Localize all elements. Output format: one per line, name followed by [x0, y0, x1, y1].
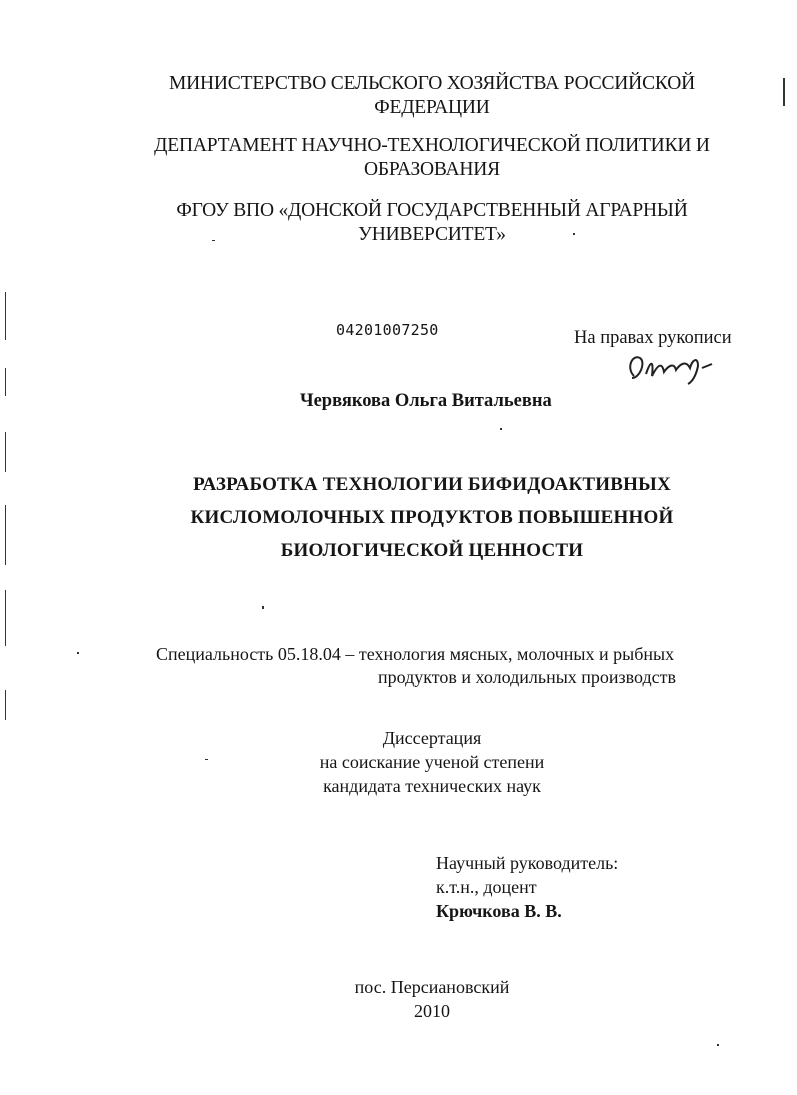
- supervisor-label: Научный руководитель:: [436, 853, 619, 873]
- university-line-2: УНИВЕРСИТЕТ»: [358, 224, 506, 245]
- scan-speck: [77, 652, 79, 654]
- title-line-1: РАЗРАБОТКА ТЕХНОЛОГИИ БИФИДОАКТИВНЫХ: [193, 474, 671, 495]
- supervisor-block: [436, 851, 618, 923]
- signature-scribble: [624, 348, 724, 388]
- ministry-line-2: ФЕДЕРАЦИИ: [374, 97, 490, 118]
- scan-edge-mark: [5, 368, 6, 396]
- scan-speck: [205, 759, 208, 760]
- scan-edge-mark: [5, 590, 6, 646]
- ministry-heading: [100, 72, 764, 120]
- department-line-2: ОБРАЗОВАНИЯ: [364, 159, 500, 180]
- specialty-line-2: продуктов и холодильных производств: [378, 667, 677, 687]
- dissertation-line-3: кандидата технических наук: [323, 776, 541, 796]
- scan-edge-mark: [783, 78, 785, 106]
- scan-edge-mark: [5, 292, 6, 340]
- scan-speck: [500, 428, 502, 430]
- scan-speck: [262, 606, 264, 609]
- dissertation-block: [282, 726, 582, 798]
- scan-edge-mark: [5, 690, 6, 720]
- scan-speck: [717, 1044, 719, 1046]
- rights-note: На правах рукописи: [574, 328, 732, 348]
- supervisor-degree: к.т.н., доцент: [436, 877, 537, 897]
- dissertation-line-2: на соискание ученой степени: [319, 752, 545, 772]
- dissertation-title: [100, 468, 764, 567]
- scan-speck: [212, 240, 215, 241]
- university-line-1: ФГОУ ВПО «ДОНСКОЙ ГОСУДАРСТВЕННЫЙ АГРАРНЫЙ: [176, 200, 688, 221]
- title-line-2: КИСЛОМОЛОЧНЫХ ПРОДУКТОВ ПОВЫШЕННОЙ: [190, 507, 674, 528]
- ministry-line-1: МИНИСТЕРСТВО СЕЛЬСКОГО ХОЗЯЙСТВА РОССИЙСКОЙ: [169, 73, 695, 94]
- author-signature: [624, 348, 724, 388]
- university-heading: [100, 199, 764, 247]
- title-line-3: БИОЛОГИЧЕСКОЙ ЦЕННОСТИ: [280, 540, 584, 561]
- place: пос. Персиановский: [354, 977, 510, 997]
- year: 2010: [414, 1001, 450, 1021]
- department-heading: [100, 134, 764, 182]
- scan-edge-mark: [5, 432, 6, 472]
- registration-code: 04201007250: [336, 321, 439, 339]
- scan-speck: [573, 233, 575, 235]
- specialty-line-1: Специальность 05.18.04 – технология мясных, молочных и рыбных: [156, 644, 675, 664]
- place-year-block: [282, 975, 582, 1023]
- department-line-1: ДЕПАРТАМЕНТ НАУЧНО-ТЕХНОЛОГИЧЕСКОЙ ПОЛИТИКИ И: [154, 135, 710, 156]
- supervisor-name: Крючкова В. В.: [436, 901, 562, 921]
- scan-edge-mark: [5, 505, 6, 565]
- author-name: Червякова Ольга Витальевна: [300, 391, 552, 411]
- dissertation-line-1: Диссертация: [382, 728, 482, 748]
